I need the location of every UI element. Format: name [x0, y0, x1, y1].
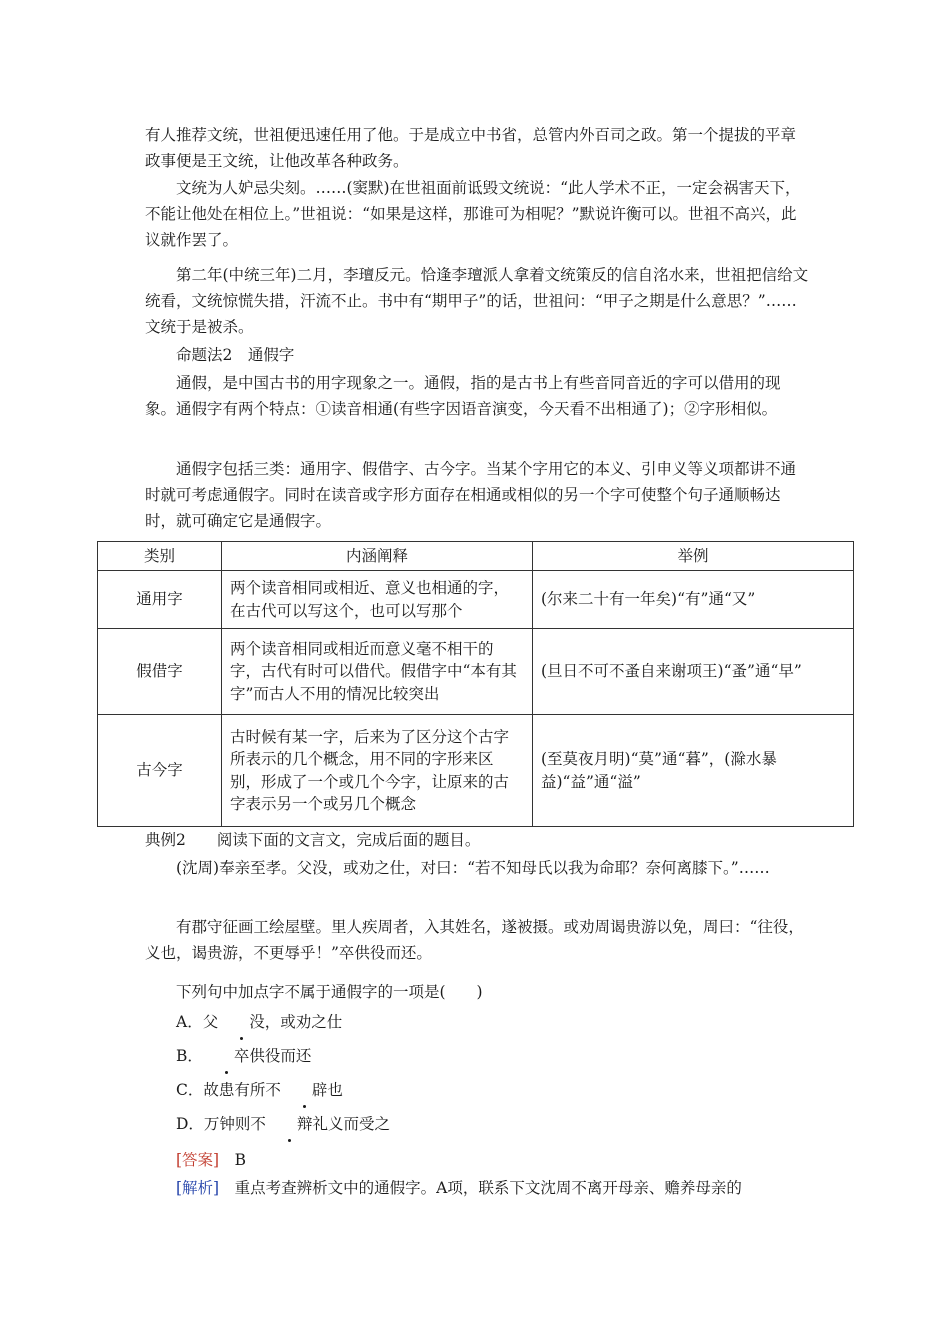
option-b: [145, 1043, 810, 1069]
cell-category: 假借字: [98, 629, 222, 715]
analysis-text: 重点考查辨析文中的通假字。A项，联系下文沈周不离开母亲、赡养母亲的: [234, 1179, 742, 1197]
example-heading: 典例2 阅读下面的文言文，完成后面的题目。: [145, 831, 481, 849]
table-row: [98, 715, 854, 827]
example-passage-1: (沈周)奉亲至孝。父没，或劝之仕，对曰：“若不知母氏以我为命耶？奈何离膝下。”……: [176, 859, 770, 877]
paragraph-2: 文统为人妒忌尖刻。……(窦默)在世祖面前诋毁文统说：“此人学术不正，一定会祸害天下，不能让他处在相位上。”世祖说：“如果是这样，那谁可为相呢？”默说许衡可以。世祖不高兴，此议就作罢了。: [145, 179, 801, 249]
header-category: 类别: [98, 542, 222, 571]
analysis-tag: [解析]: [176, 1179, 220, 1197]
analysis-line: [145, 1175, 810, 1201]
section-heading: 命题法2 通假字: [176, 346, 295, 364]
paragraph-4: 通假，是中国古书的用字现象之一。通假，指的是古书上有些音同音近的字可以借用的现象。通假字有两个特点：①读音相通(有些字因语音演变，今天看不出相通了)；②字形相似。: [145, 374, 781, 418]
paragraph-3: 第二年(中统三年)二月，李璮反元。恰逢李璮派人拿着文统策反的信自洺水来，世祖把信给文统看，文统惊慌失措，汗流不止。书中有“期甲子”的话，世祖问：“甲子之期是什么意思？”……文统于是被杀。: [145, 266, 809, 336]
answer-tag: [答案]: [176, 1151, 220, 1169]
cell-explanation: 两个读音相同或相近、意义也相通的字，在古代可以写这个，也可以写那个: [222, 571, 533, 629]
header-example: 举例: [533, 542, 854, 571]
option-c: [145, 1077, 810, 1103]
option-c-suffix: 也: [327, 1081, 343, 1099]
table-row: [98, 571, 854, 629]
option-b-dotted-char: 卒: [203, 1043, 250, 1069]
cell-category: 通用字: [98, 571, 222, 629]
option-a-dotted-char: 没: [218, 1009, 265, 1035]
cell-explanation: 两个读音相同或相近而意义毫不相干的字，古代有时可以借代。假借字中“本有其字”而古人不用的情况比较突出: [222, 629, 533, 715]
option-c-dotted-char: 辟: [281, 1077, 328, 1103]
option-d: [145, 1111, 810, 1137]
option-c-prefix: C．故患有所不: [176, 1081, 281, 1099]
option-d-dotted-char: 辩: [266, 1111, 313, 1137]
cell-example: (至莫夜月明)“莫”通“暮”，(滁水暴益)“益”通“溢”: [533, 715, 854, 827]
option-d-suffix: 礼义而受之: [312, 1115, 390, 1133]
tongjia-table: [97, 541, 854, 827]
option-a-suffix: ，或劝之仕: [264, 1013, 343, 1031]
table-row: [98, 629, 854, 715]
table-header-row: [98, 542, 854, 571]
header-explanation: 内涵阐释: [222, 542, 533, 571]
option-a-prefix: A．父: [176, 1013, 219, 1031]
option-a: [145, 1009, 810, 1035]
answer-line: [145, 1147, 810, 1173]
cell-explanation: 古时候有某一字，后来为了区分这个古字所表示的几个概念，用不同的字形来区别，形成了一个或几个今字，让原来的古字表示另一个或另几个概念: [222, 715, 533, 827]
answer-value: B: [234, 1151, 247, 1169]
question-stem: 下列句中加点字不属于通假字的一项是( ): [176, 983, 483, 1001]
option-b-prefix: B．: [176, 1047, 203, 1065]
option-b-suffix: 供役而还: [249, 1047, 312, 1065]
option-d-prefix: D．万钟则不: [176, 1115, 266, 1133]
cell-example: (尔来二十有一年矣)“有”通“又”: [533, 571, 854, 629]
paragraph-1: 有人推荐文统，世祖便迅速任用了他。于是成立中书省，总管内外百司之政。第一个提拔的平章政事便是王文统，让他改革各种政务。: [145, 126, 797, 170]
cell-category: 古今字: [98, 715, 222, 827]
paragraph-5: 通假字包括三类：通用字、假借字、古今字。当某个字用它的本义、引申义等义项都讲不通时就可考虑通假字。同时在读音或字形方面存在相通或相似的另一个字可使整个句子通顺畅达时，就可确定它是通假字。: [145, 460, 797, 530]
example-passage-2: 有郡守征画工绘屋壁。里人疾周者，入其姓名，遂被摄。或劝周谒贵游以免，周曰：“往役，义也，谒贵游，不更辱乎！”卒供役而还。: [145, 918, 804, 962]
cell-example: (旦日不可不蚤自来谢项王)“蚤”通“早”: [533, 629, 854, 715]
